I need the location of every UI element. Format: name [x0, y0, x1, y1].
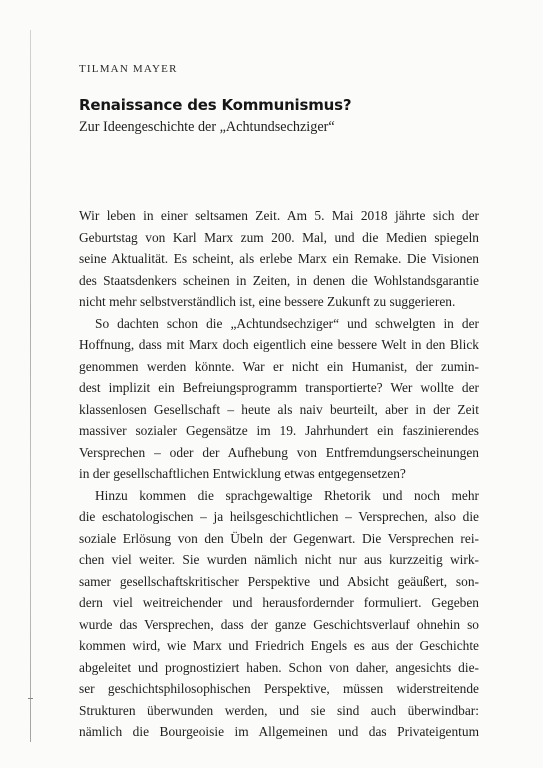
text-line: klassenlosen Gesellschaft – heute als naiv beurteilt, aber in der Zeit	[79, 401, 479, 417]
text-line: chen viel weiter. Sie wurden nämlich nicht nur aus kurzzeitig wirk-	[79, 552, 479, 567]
text-line: abgeleitet und prognostiziert haben. Schon von daher, angesichts die-	[79, 659, 479, 675]
author-name: TILMAN MAYER	[79, 63, 178, 75]
text-line: genommen werden könnte. War er nicht ein Humanist, der zumin-	[79, 358, 479, 374]
text-line: kommen wird, wie Marx und Friedrich Engels es aus der Geschichte	[79, 638, 479, 653]
binding-edge-mark	[28, 698, 33, 699]
article-title: Renaissance des Kommunismus?	[79, 96, 352, 114]
text-line: samer gesellschaftskritischer Perspektive und Absicht geäußert, son-	[79, 573, 479, 589]
text-line: wurde das Versprechen, dass der ganze Geschichtsverlauf ohnehin so	[79, 616, 479, 632]
binding-edge-line	[30, 30, 31, 742]
article-subtitle: Zur Ideengeschichte der „Achtundsechziger“	[79, 119, 335, 135]
text-line: dern viel weitreichender und herausfordernder formuliert. Gegeben	[79, 595, 479, 610]
text-line: in der gesellschaftlichen Entwicklung etwas entgegensetzen?	[79, 466, 406, 481]
text-line: des Staatsdenkers scheinen in Zeiten, in denen die Wohlstandsgarantie	[79, 272, 479, 288]
text-line: nämlich die Bourgeoisie im Allgemeinen und das Privateigentum	[79, 724, 479, 739]
text-line: dest implizit ein Befreiungsprogramm transportierte? Wer wollte der	[79, 380, 479, 395]
body-text	[79, 205, 479, 743]
text-line: massiver sozialer Gegensätze im 19. Jahrhundert ein faszinierendes	[79, 423, 479, 438]
text-line: Hinzu kommen die sprachgewaltige Rhetorik und noch mehr	[95, 487, 479, 503]
text-line: Strukturen überwunden werden, und sie sind auch überwindbar:	[79, 702, 479, 718]
text-line: So dachten schon die „Achtundsechziger“ und schwelgten in der	[95, 315, 479, 331]
text-line: nicht mehr selbstverständlich ist, eine bessere Zukunft zu suggerieren.	[79, 294, 456, 309]
text-line: Versprechen – oder der Aufhebung von Entfremdungserscheinungen	[79, 444, 479, 460]
text-line: ser geschichtsphilosophischen Perspektive, müssen widerstreitende	[79, 681, 479, 696]
text-line: seine Aktualität. Es scheint, als erlebe Marx ein Remake. Die Visionen	[79, 251, 479, 266]
text-line: Geburtstag von Karl Marx zum 200. Mal, und die Medien spiegeln	[79, 229, 479, 245]
text-line: Hoffnung, dass mit Marx doch eigentlich eine bessere Welt in den Blick	[79, 337, 479, 352]
text-line: Wir leben in einer seltsamen Zeit. Am 5. Mai 2018 jährte sich der	[79, 208, 479, 223]
text-line: die eschatologischen – ja heilsgeschichtlichen – Versprechen, also die	[79, 509, 479, 524]
text-line: soziale Erlösung von den Übeln der Gegenwart. Die Versprechen rei-	[79, 530, 479, 546]
